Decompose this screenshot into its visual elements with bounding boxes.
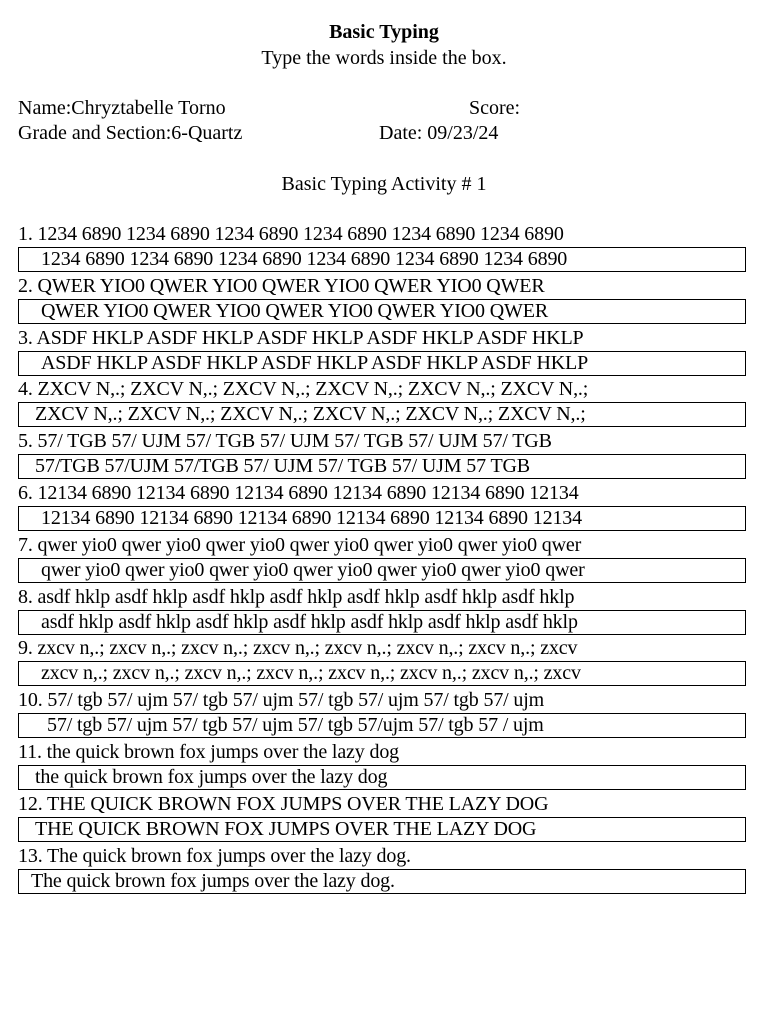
item-answer-box[interactable]: zxcv n,.; zxcv n,.; zxcv n,.; zxcv n,.; zxcv n,.; zxcv n,.; zxcv n,.; zxcv bbox=[18, 661, 746, 686]
item-answer-box[interactable]: 1234 6890 1234 6890 1234 6890 1234 6890 1234 6890 1234 6890 bbox=[18, 247, 746, 272]
item-prompt: 4. ZXCV N,.; ZXCV N,.; ZXCV N,.; ZXCV N,.; ZXCV N,.; ZXCV N,.; bbox=[18, 378, 589, 401]
item-answer-box[interactable]: the quick brown fox jumps over the lazy dog bbox=[18, 765, 746, 790]
item-answer-box[interactable]: The quick brown fox jumps over the lazy dog. bbox=[18, 869, 746, 894]
typing-item-5 bbox=[18, 428, 746, 480]
typing-item-9 bbox=[18, 635, 746, 687]
activity-title: Basic Typing Activity # 1 bbox=[281, 173, 487, 195]
item-answer-box[interactable]: asdf hklp asdf hklp asdf hklp asdf hklp asdf hklp asdf hklp asdf hklp bbox=[18, 610, 746, 635]
item-answer-box[interactable]: ASDF HKLP ASDF HKLP ASDF HKLP ASDF HKLP ASDF HKLP bbox=[18, 351, 746, 376]
score-field: Score: bbox=[469, 97, 521, 119]
typing-item-7 bbox=[18, 532, 746, 584]
item-answer-box[interactable]: 12134 6890 12134 6890 12134 6890 12134 6890 12134 6890 12134 bbox=[18, 506, 746, 531]
typing-item-12 bbox=[18, 791, 746, 843]
item-answer-box[interactable]: 57/TGB 57/UJM 57/TGB 57/ UJM 57/ TGB 57/ UJM 57 TGB bbox=[18, 454, 746, 479]
item-prompt: 6. 12134 6890 12134 6890 12134 6890 12134 6890 12134 6890 12134 bbox=[18, 481, 579, 504]
item-prompt: 1. 1234 6890 1234 6890 1234 6890 1234 6890 1234 6890 1234 6890 bbox=[18, 223, 564, 245]
item-prompt: 12. THE QUICK BROWN FOX JUMPS OVER THE LAZY DOG bbox=[18, 792, 549, 815]
item-prompt: 11. the quick brown fox jumps over the lazy dog bbox=[18, 740, 400, 763]
typing-item-11 bbox=[18, 739, 746, 791]
date-field: Date: 09/23/24 bbox=[379, 122, 499, 144]
typing-item-13 bbox=[18, 843, 746, 895]
typing-item-4 bbox=[18, 376, 746, 428]
typing-items-list bbox=[18, 221, 746, 894]
item-prompt: 3. ASDF HKLP ASDF HKLP ASDF HKLP ASDF HKLP ASDF HKLP bbox=[18, 326, 584, 349]
grade-section-field: Grade and Section:6-Quartz bbox=[18, 122, 243, 144]
item-prompt: 9. zxcv n,.; zxcv n,.; zxcv n,.; zxcv n,.; zxcv n,.; zxcv n,.; zxcv n,.; zxcv bbox=[18, 637, 578, 660]
document-title: Basic Typing bbox=[329, 21, 439, 43]
item-answer-box[interactable]: qwer yio0 qwer yio0 qwer yio0 qwer yio0 qwer yio0 qwer yio0 qwer bbox=[18, 558, 746, 583]
typing-item-8 bbox=[18, 584, 746, 636]
item-prompt: 2. QWER YIO0 QWER YIO0 QWER YIO0 QWER YIO0 QWER bbox=[18, 274, 545, 297]
item-answer-box[interactable]: 57/ tgb 57/ ujm 57/ tgb 57/ ujm 57/ tgb 57/ujm 57/ tgb 57 / ujm bbox=[18, 713, 746, 738]
item-prompt: 13. The quick brown fox jumps over the lazy dog. bbox=[18, 844, 411, 867]
item-answer-box[interactable]: ZXCV N,.; ZXCV N,.; ZXCV N,.; ZXCV N,.; ZXCV N,.; ZXCV N,.; bbox=[18, 402, 746, 427]
typing-item-2 bbox=[18, 273, 746, 325]
item-prompt: 10. 57/ tgb 57/ ujm 57/ tgb 57/ ujm 57/ tgb 57/ ujm 57/ tgb 57/ ujm bbox=[18, 689, 545, 712]
item-answer-box[interactable]: THE QUICK BROWN FOX JUMPS OVER THE LAZY DOG bbox=[18, 817, 746, 842]
typing-item-3 bbox=[18, 325, 746, 377]
item-prompt: 7. qwer yio0 qwer yio0 qwer yio0 qwer yio0 qwer yio0 qwer yio0 qwer bbox=[18, 533, 582, 556]
instruction-text: Type the words inside the box. bbox=[261, 47, 507, 69]
item-answer-box[interactable]: QWER YIO0 QWER YIO0 QWER YIO0 QWER YIO0 QWER bbox=[18, 299, 746, 324]
typing-item-1 bbox=[18, 221, 746, 273]
typing-item-10 bbox=[18, 687, 746, 739]
typing-item-6 bbox=[18, 480, 746, 532]
item-prompt: 5. 57/ TGB 57/ UJM 57/ TGB 57/ UJM 57/ TGB 57/ UJM 57/ TGB bbox=[18, 430, 552, 453]
item-prompt: 8. asdf hklp asdf hklp asdf hklp asdf hklp asdf hklp asdf hklp asdf hklp bbox=[18, 585, 575, 608]
name-field: Name:Chryztabelle Torno bbox=[18, 97, 226, 119]
